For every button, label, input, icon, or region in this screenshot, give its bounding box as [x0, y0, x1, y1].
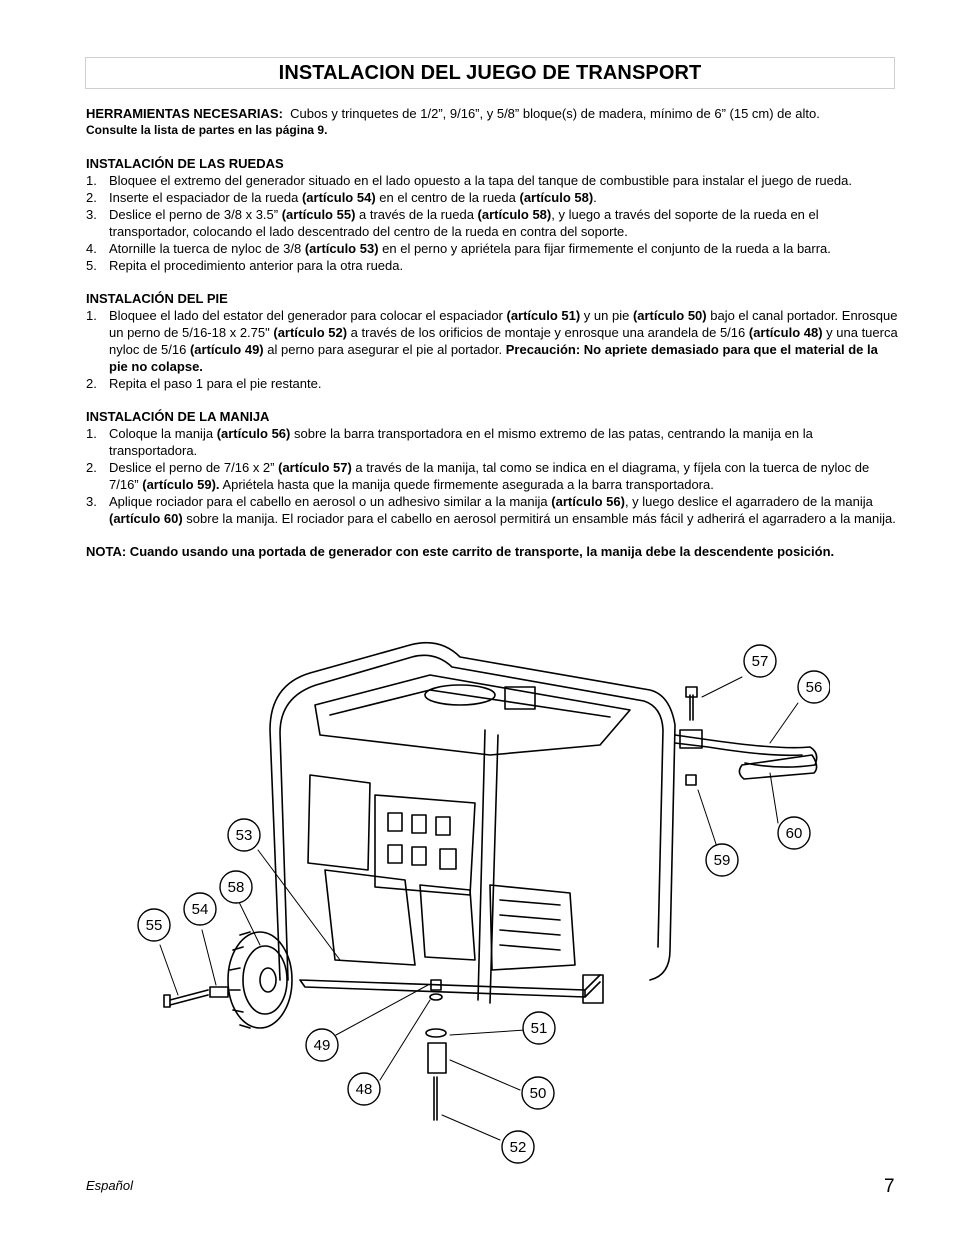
callout-label: 48 — [355, 1081, 373, 1098]
wheels-heading: INSTALACIÓN DE LAS RUEDAS — [86, 156, 284, 171]
page-number: 7 — [884, 1176, 895, 1197]
note-paragraph: NOTA: Cuando usando una portada de generador con este carrito de transporte, la manija debe la descendente posición. — [86, 544, 835, 559]
frame-upright — [478, 730, 498, 1003]
wheels-step: 1. Bloquee el extremo del generador situado en el lado opuesto a la tapa del tanque de combustible para instalar el juego de rueda. — [86, 173, 852, 188]
carrier-bar — [300, 975, 600, 997]
alternator — [490, 885, 575, 970]
handle-step: 1. Coloque la manija (artículo 56) sobre la barra transportadora en el mismo extremo de las patas, centrando la manija en la transportadora. — [86, 426, 813, 458]
callout-label: 60 — [785, 825, 803, 842]
wheel-bolt — [170, 990, 208, 1005]
callout-label: 58 — [227, 879, 245, 896]
bolt-52 — [434, 1077, 437, 1120]
handle-56 — [675, 735, 817, 767]
callout-label: 52 — [509, 1139, 527, 1156]
spacer-51 — [426, 1029, 446, 1037]
parts-note: Consulte la lista de partes en las página 9. — [86, 123, 328, 137]
tools-text: Cubos y trinquetes de 1/2”, 9/16”, y 5/8” bloque(s) de madera, mínimo de 6” (15 cm) de alto. — [290, 106, 820, 121]
foot-50 — [428, 1043, 446, 1073]
washer-48 — [430, 994, 442, 1000]
wheels-step: 4. Atornille la tuerca de nyloc de 3/8 (artículo 53) en el perno y apriétela para fijar firmemente el conjunto de la rueda a la barra. — [86, 241, 831, 256]
footer-language: Español — [86, 1178, 133, 1193]
instructions-content — [86, 105, 898, 560]
nut-59 — [686, 775, 696, 785]
wheels-step: 3. Deslice el perno de 3/8 x 3.5” (artículo 55) a través de la rueda (artículo 58), y luego a través del soporte de la rueda en el transportador, colocando el lado descentrado del centro de la rueda en contra del soporte. — [86, 207, 819, 239]
callout-label: 54 — [191, 901, 209, 918]
foot-step: 1. Bloquee el lado del estator del generador para colocar el espaciador (artículo 51) y un pie (artículo 50) bajo el canal portador. Enrosque un perno de 5/16-18 x 2.75" (artículo 52) a través de los orificios de montaje y enrosque una arandela de 5/16 (artículo 48) y una tuerca nyloc de 5/16 (artículo 49) al perno para asegurar el pie al portador. Precaución: No apriete demasiado para que el material de la pie no colapse. — [86, 308, 898, 374]
engine-shroud — [315, 675, 630, 755]
handle-step: 3. Aplique rociador para el cabello en aerosol o un adhesivo similar a la manija (artículo 56), y luego deslice el agarradero de la manija (artículo 60) sobre la manija. El rociador para el cabello en aerosol permitirá un ensamble más fácil y adherirá el agarradero a la manija. — [86, 494, 896, 526]
callout-label: 53 — [235, 827, 253, 844]
callout-label: 49 — [313, 1037, 331, 1054]
tools-label: HERRAMIENTAS NECESARIAS: — [86, 106, 283, 121]
foot-step: 2. Repita el paso 1 para el pie restante. — [86, 376, 322, 391]
handle-step: 2. Deslice el perno de 7/16 x 2” (artículo 57) a través de la manija, tal como se indica en el diagrama, y fíjela con la tuerca de nyloc de 7/16” (artículo 59). Apriétela hasta que la manija quede firmemente asegurada a la barra transportadora. — [86, 460, 870, 492]
tools-paragraph — [86, 105, 898, 122]
callout-label: 50 — [529, 1085, 547, 1102]
callout-label: 59 — [713, 852, 731, 869]
wheels-step: 5. Repita el procedimiento anterior para la otra rueda. — [86, 258, 404, 273]
callout-label: 56 — [805, 679, 823, 696]
page-title: INSTALACION DEL JUEGO DE TRANSPORT — [278, 61, 702, 84]
handle-bolt-57 — [690, 695, 693, 720]
title-box — [85, 57, 895, 89]
foot-steps — [86, 307, 898, 392]
callout-label: 51 — [530, 1020, 548, 1037]
foot-heading: INSTALACIÓN DEL PIE — [86, 291, 228, 306]
wheels-step: 2. Inserte el espaciador de la rueda (artículo 54) en el centro de la rueda (artículo 58). — [86, 190, 597, 205]
handle-steps — [86, 425, 898, 527]
engine-block — [325, 870, 415, 965]
transport-kit-diagram — [130, 635, 830, 1170]
callout-label: 57 — [751, 653, 769, 670]
callout-label: 55 — [145, 917, 163, 934]
wheels-steps — [86, 172, 898, 274]
handle-heading: INSTALACIÓN DE LA MANIJA — [86, 409, 270, 424]
